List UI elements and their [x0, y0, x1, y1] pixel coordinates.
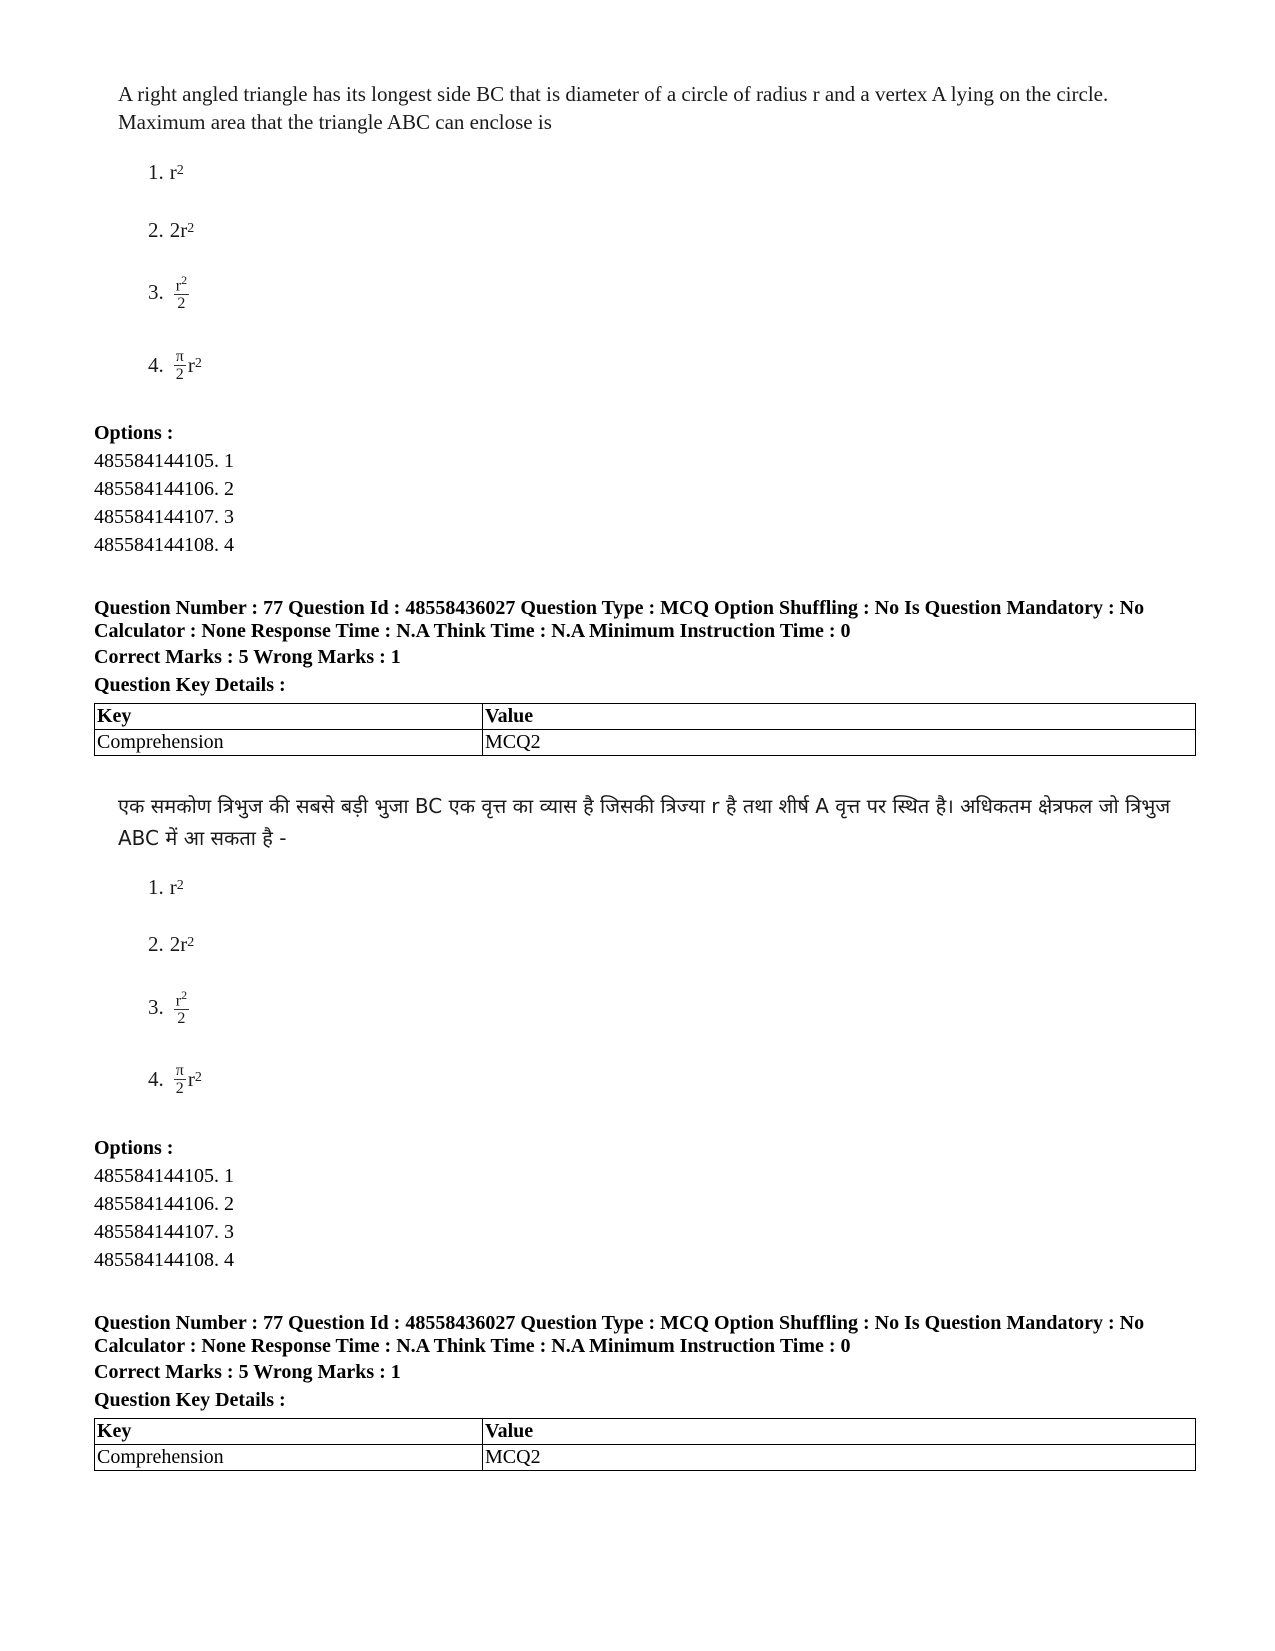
choice-3	[148, 987, 189, 1027]
choice-number: 1.	[148, 160, 164, 184]
choice-base: 2r	[169, 932, 188, 956]
fraction	[174, 987, 189, 1027]
fraction-denominator: 2	[175, 1080, 184, 1097]
option-line: 485584144108. 4	[94, 534, 234, 556]
choice-base: r	[187, 353, 195, 377]
options-label: Options :	[94, 422, 174, 444]
table-row	[95, 1445, 1196, 1471]
table-cell-value: MCQ2	[483, 1445, 1196, 1471]
option-line: 485584144106. 2	[94, 1193, 234, 1215]
numerator-exponent: 2	[181, 273, 188, 287]
fraction-denominator: 2	[177, 295, 186, 313]
table-cell-key: Comprehension	[95, 1445, 483, 1471]
option-line: 485584144105. 1	[94, 1165, 234, 1187]
fraction	[174, 348, 186, 383]
option-line: 485584144105. 1	[94, 450, 234, 472]
question-meta: Question Number : 77 Question Id : 48558436027 Question Type : MCQ Option Shuffling : No Is Question Mandatory : No Calculator : None Response Time : N.A Think Time : N.A Minimum Instruction Time : 0	[94, 1312, 1145, 1357]
marks-line: Correct Marks : 5 Wrong Marks : 1	[94, 646, 401, 668]
table-header-row	[95, 704, 1196, 730]
fraction-numerator: π	[175, 348, 184, 365]
choice-exponent: 2	[194, 1069, 202, 1085]
table-header-key: Key	[95, 704, 483, 730]
table-row	[95, 730, 1196, 756]
numerator-base: r	[175, 992, 182, 1010]
marks-line: Correct Marks : 5 Wrong Marks : 1	[94, 1361, 401, 1383]
choice-number: 4.	[148, 1067, 164, 1091]
choice-exponent: 2	[176, 877, 184, 893]
fraction	[174, 272, 189, 312]
key-details-table	[94, 703, 1196, 756]
choice-number: 2.	[148, 932, 164, 956]
key-details-label: Question Key Details :	[94, 1389, 286, 1411]
table-cell-key: Comprehension	[95, 730, 483, 756]
fraction-numerator: π	[175, 1062, 184, 1079]
option-line: 485584144107. 3	[94, 506, 234, 528]
option-line: 485584144108. 4	[94, 1249, 234, 1271]
fraction-numerator	[174, 987, 189, 1010]
choice-1	[148, 875, 184, 900]
question-text-english: A right angled triangle has its longest side BC that is diameter of a circle of radius r and a vertex A lying on the circle. Maximum area that the triangle ABC can enclose is	[118, 82, 1109, 134]
fraction	[174, 1062, 186, 1097]
choice-base: r	[187, 1067, 195, 1091]
question-text-hindi: एक समकोण त्रिभुज की सबसे बड़ी भुजा BC एक वृत्त का व्यास है जिसकी त्रिज्या r है तथा शीर्ष A वृत्त पर स्थित है। अधिकतम क्षेत्रफल जो त्रिभुज ABC में आ सकता है -	[118, 794, 1171, 850]
choice-4	[148, 348, 202, 383]
choice-base: r	[169, 160, 177, 184]
choice-number: 1.	[148, 875, 164, 899]
choice-exponent: 2	[194, 355, 202, 371]
fraction-numerator	[174, 272, 189, 295]
choice-number: 2.	[148, 218, 164, 242]
option-line: 485584144106. 2	[94, 478, 234, 500]
key-details-label: Question Key Details :	[94, 674, 286, 696]
table-header-row	[95, 1419, 1196, 1445]
choice-exponent: 2	[176, 162, 184, 178]
choice-4	[148, 1062, 202, 1097]
options-label: Options :	[94, 1137, 174, 1159]
choice-number: 4.	[148, 353, 164, 377]
choice-3	[148, 272, 189, 312]
table-header-value: Value	[483, 704, 1196, 730]
choice-exponent: 2	[187, 220, 195, 236]
key-details-table	[94, 1418, 1196, 1471]
table-cell-value: MCQ2	[483, 730, 1196, 756]
choice-2	[148, 932, 194, 957]
table-header-key: Key	[95, 1419, 483, 1445]
choice-1	[148, 160, 184, 185]
question-meta: Question Number : 77 Question Id : 48558436027 Question Type : MCQ Option Shuffling : No Is Question Mandatory : No Calculator : None Response Time : N.A Think Time : N.A Minimum Instruction Time : 0	[94, 597, 1145, 642]
choice-2	[148, 218, 194, 243]
choice-base: r	[169, 875, 177, 899]
table-header-value: Value	[483, 1419, 1196, 1445]
choice-exponent: 2	[187, 934, 195, 950]
option-line: 485584144107. 3	[94, 1221, 234, 1243]
numerator-exponent: 2	[181, 988, 188, 1002]
numerator-base: r	[175, 277, 182, 295]
fraction-denominator: 2	[175, 366, 184, 383]
choice-number: 3.	[148, 994, 164, 1019]
fraction-denominator: 2	[177, 1010, 186, 1028]
choice-base: 2r	[169, 218, 188, 242]
choice-number: 3.	[148, 279, 164, 304]
